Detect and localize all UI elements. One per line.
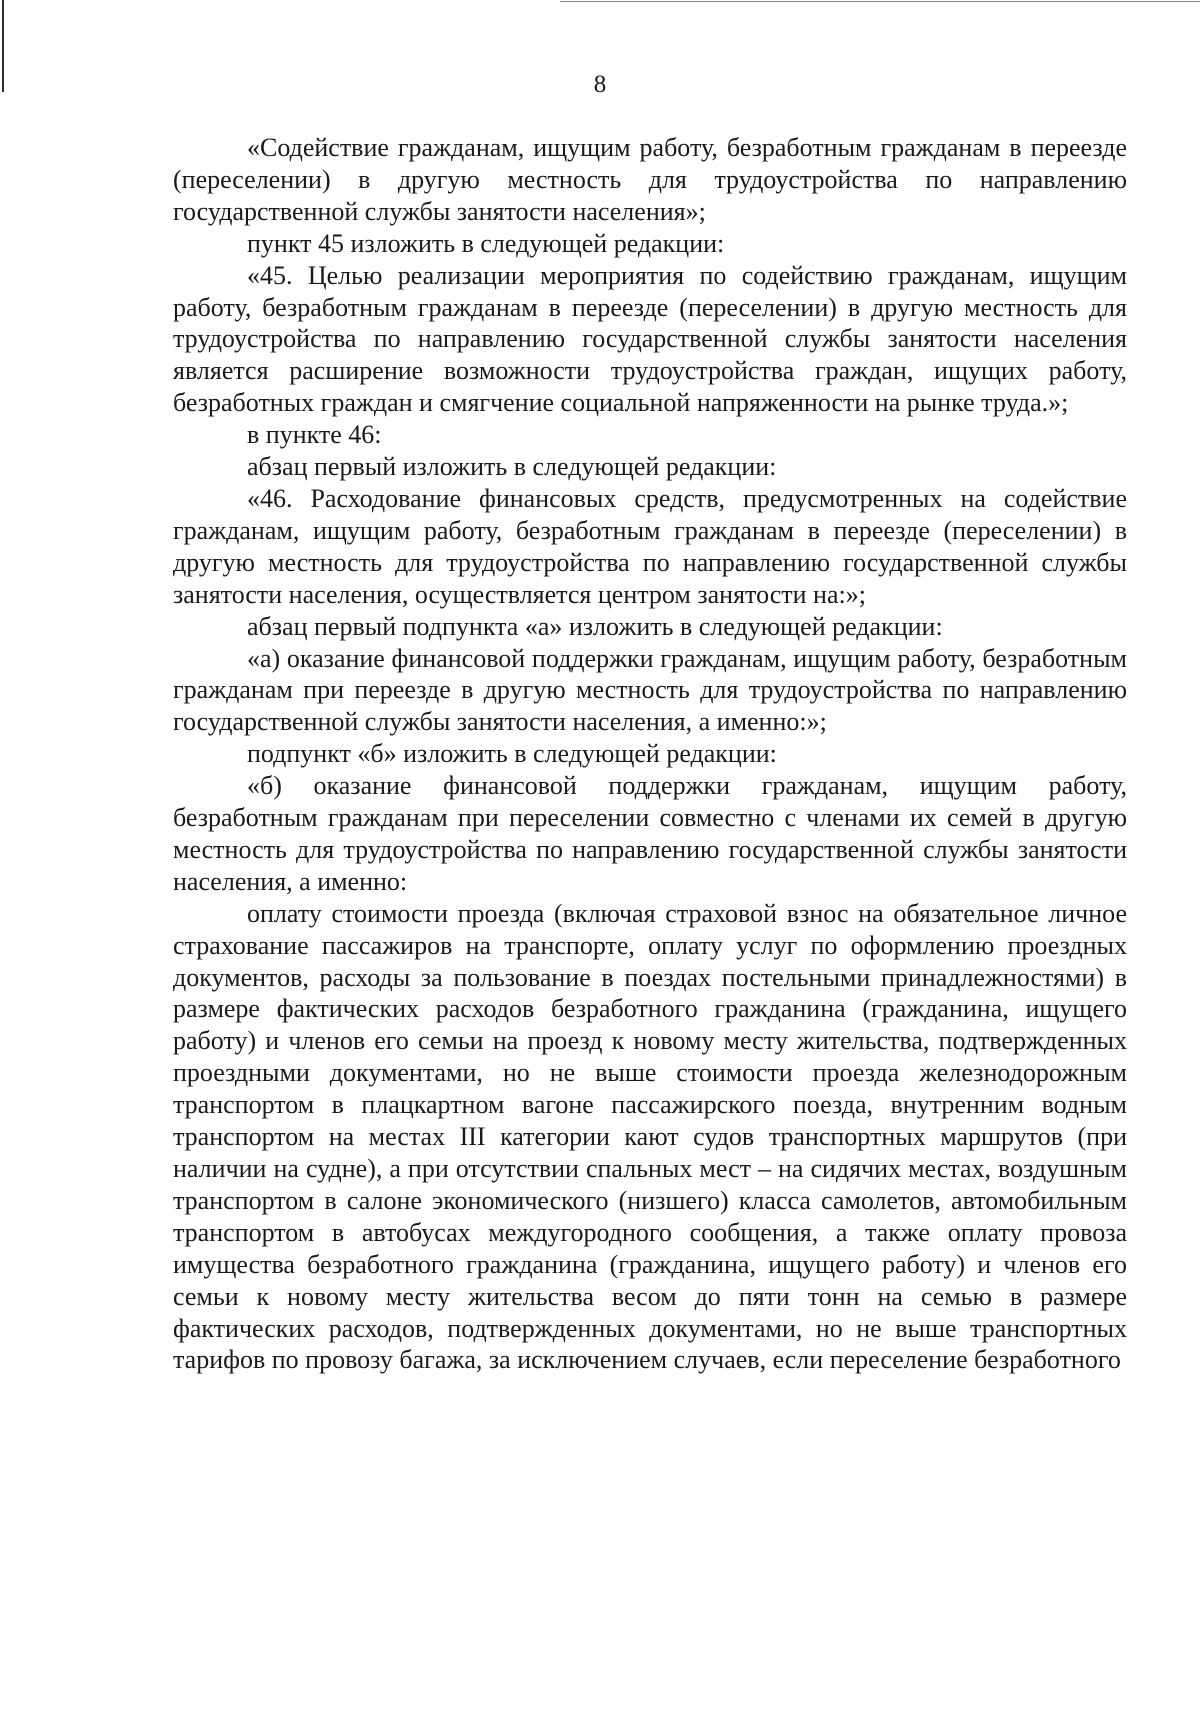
paragraph-subclause-a: «а) оказание финансовой поддержки гражданам, ищущим работу, безработным гражданам при переезде в другую местность для трудоустройства по направлению государственной службы занятости населения, а именно:»; <box>173 643 1127 737</box>
document-body <box>173 132 1127 1376</box>
paragraph-clause-46-intro: в пункте 46: <box>247 420 382 450</box>
paragraph-subclause-a-intro: абзац первый подпункта «а» изложить в следующей редакции: <box>247 611 943 641</box>
paragraph-subclause-b: «б) оказание финансовой поддержки гражданам, ищущим работу, безработным гражданам при переселении совместно с членами их семей в другую местность для трудоустройства по направлению государственной службы занятости населения, а именно: <box>173 771 1127 896</box>
paragraph-clause-46: «46. Расходование финансовых средств, предусмотренных на содействие гражданам, ищущим работу, безработным гражданам в переезде (переселении) в другую местность для трудоустройства по направлению государственной службы занятости населения, осуществляется центром занятости на:»; <box>173 483 1127 609</box>
scan-edge-top <box>560 1 1200 2</box>
paragraph-subclause-b-intro: подпункт «б» изложить в следующей редакции: <box>247 739 777 769</box>
paragraph-clause-45: «45. Целью реализации мероприятия по содействию гражданам, ищущим работу, безработным гражданам в переезде (переселении) в другую местность для трудоустройства по направлению государственной службы занятости населения является расширение возможности трудоустройства граждан, ищущих работу, безработных граждан и смягчение социальной напряженности на рынке труда.»; <box>173 260 1127 418</box>
paragraph-travel-costs: оплату стоимости проезда (включая страховой взнос на обязательное личное страхование пассажиров на транспорте, оплату услуг по оформлению проездных документов, расходы за пользование в поездах постельными принадлежностями) в размере фактических расходов безработного гражданина (гражданина, ищущего работу) и членов его семьи на проезд к новому месту жительства, подтвержденных проездными документами, но не выше стоимости проезда железнодорожным транспортом в плацкартном вагоне пассажирского поезда, внутренним водным транспортом на местах III категории кают судов транспортных маршрутов (при наличии на судне), а при отсутствии спальных мест – на сидячих местах, воздушным транспортом в салоне экономического (низшего) класса самолетов, автомобильным транспортом в автобусах междугородного сообщения, а также оплату провоза имущества безработного гражданина (гражданина, ищущего работу) и членов его семьи к новому месту жительства весом до пяти тонн на семью в размере фактических расходов, подтвержденных документами, но не выше транспортных тарифов по провозу багажа, за исключением случаев, если переселение безработного <box>173 898 1127 1375</box>
paragraph-program-title: «Содействие гражданам, ищущим работу, безработным гражданам в переезде (переселении) в другую местность для трудоустройства по направлению государственной службы занятости населения»; <box>173 133 1127 226</box>
paragraph-clause-45-intro: пункт 45 изложить в следующей редакции: <box>247 228 725 258</box>
paragraph-clause-46-abzac-intro: абзац первый изложить в следующей редакции: <box>247 452 777 482</box>
page-number: 8 <box>593 71 607 98</box>
